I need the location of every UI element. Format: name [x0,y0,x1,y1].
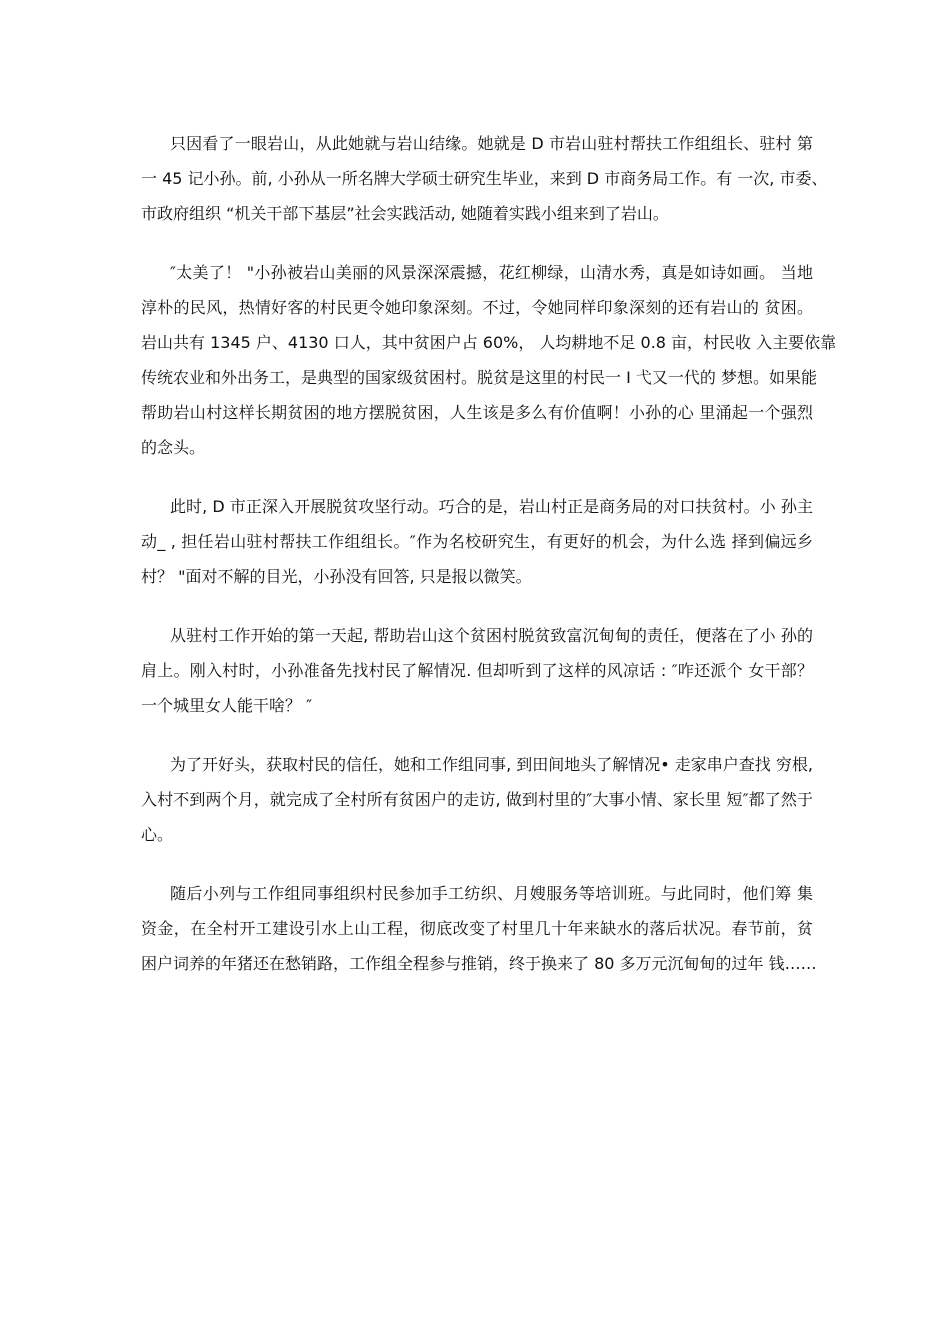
text-line: 市政府组织 “机关干部下基层”社会实践活动, 她随着实践小组来到了岩山。 [141,204,669,223]
text-line: 只因看了一眼岩山，从此她就与岩山结缘。她就是 D 市岩山驻村帮扶工作组组长、驻村 第 [170,134,813,153]
text-line: 困户词养的年猪还在愁销路，工作组全程参与推销，终于换来了 80 多万元沉甸甸的过年 钱…… [141,954,817,973]
text-line: 心。 [141,825,174,844]
text-line: 一 45 记小孙。前, 小孙从一所名牌大学硕士研究生毕业，来到 D 市商务局工作。有 一次, 市委、 [141,169,828,188]
text-line: 入村不到两个月，就完成了全村所有贫困户的走访, 做到村里的″大事小情、家长里 短″都了然于 [141,790,813,809]
paragraph-5 [141,747,813,852]
text-line: ″太美了！ "小孙被岩山美丽的风景深深震撼，花红柳绿，山清水秀，真是如诗如画。 当地 [170,263,813,282]
text-line: 一个城里女人能干啥？ ″ [141,696,313,715]
paragraph-1 [141,126,828,231]
text-line: 从驻村工作开始的第一天起, 帮助岩山这个贫困村脱贫致富沉甸甸的责任，便落在了小 孙的 [170,626,813,645]
text-line: 岩山共有 1345 户、4130 口人，其中贫困户占 60%， 人均耕地不足 0.8 亩，村民收 入主要依靠 [141,333,837,352]
text-line: 此时, D 市正深入开展脱贫攻坚行动。巧合的是，岩山村正是商务局的对口扶贫村。小 孙主 [170,497,813,516]
paragraph-4 [141,618,813,723]
text-line: 为了开好头，获取村民的信任，她和工作组同事, 到田间地头了解情况• 走家串户查找 穷根, [170,755,813,774]
text-line: 帮助岩山村这样长期贫困的地方摆脱贫困，人生该是多么有价值啊！小孙的心 里涌起一个强烈 [141,403,813,422]
text-line: 动_ , 担任岩山驻村帮扶工作组组长。″作为名校研究生，有更好的机会，为什么选 择到偏远乡 [141,532,813,551]
text-line: 淳朴的民风，热情好客的村民更令她印象深刻。不过，令她同样印象深刻的还有岩山的 贫困。 [141,298,813,317]
text-line: 随后小列与工作组同事组织村民参加手工纺织、月嫂服务等培训班。与此同时，他们筹 集 [170,884,813,903]
text-line: 资金，在全村开工建设引水上山工程，彻底改变了村里几十年来缺水的落后状况。春节前，贫 [141,919,813,938]
article-body [141,126,837,981]
paragraph-2 [141,255,837,465]
text-line: 的念头。 [141,438,206,457]
text-line: 肩上。刚入村时，小孙准备先找村民了解情况. 但却听到了这样的风凉话 : ″咋还派个 女干部？ [141,661,813,680]
text-line: 村？ "面对不解的目光，小孙没有回答, 只是报以微笑。 [141,567,532,586]
paragraph-3 [141,489,813,594]
text-line: 传统农业和外出务工，是典型的国家级贫困村。脱贫是这里的村民一 I 弋又一代的 梦想。如果能 [141,368,817,387]
paragraph-6 [141,876,817,981]
